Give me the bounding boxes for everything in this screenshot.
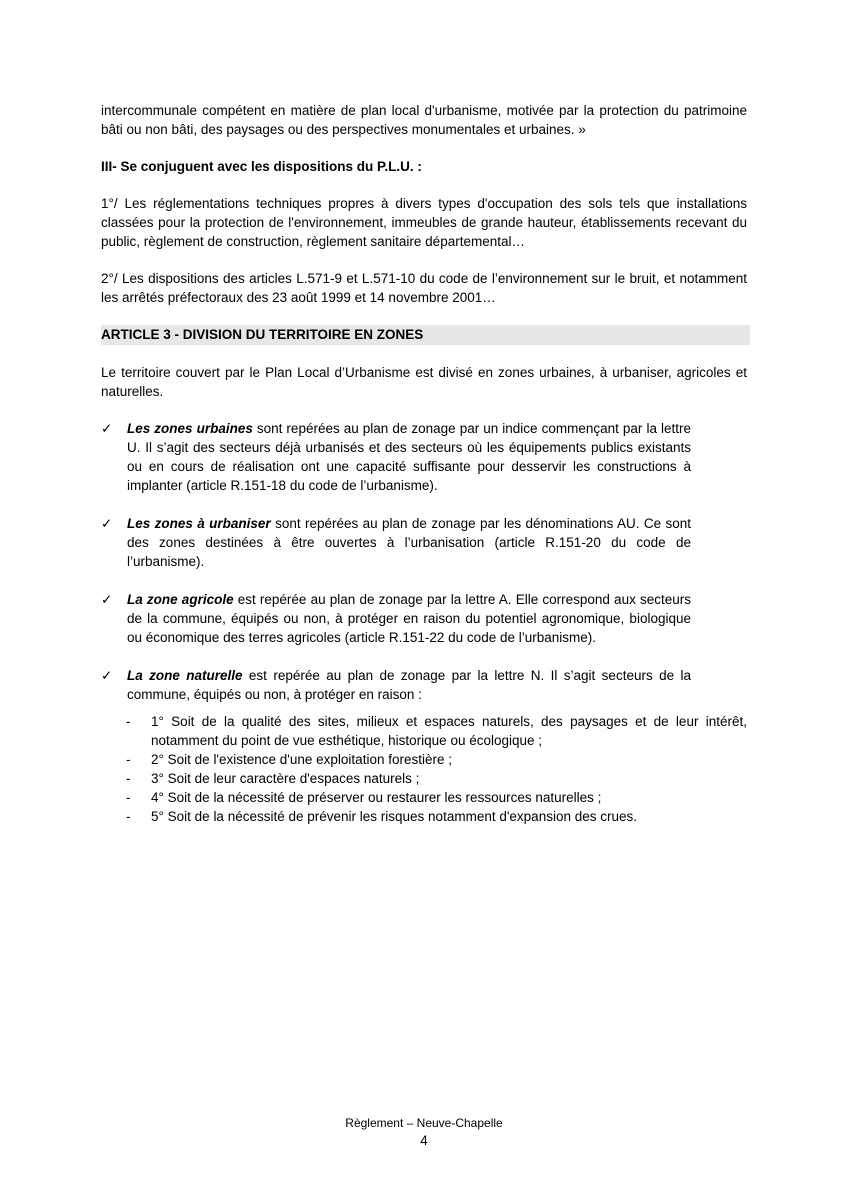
zone-text: sont repérées au plan de zonage par les dénominations AU. Ce sont des zones destinées à être ouvertes à l’urbanisation (article R.151-20 du code de l’urbanisme). — [127, 516, 691, 569]
article-heading: ARTICLE 3 - DIVISION DU TERRITOIRE EN ZONES — [101, 325, 750, 345]
checkmark-icon: ✓ — [101, 668, 113, 683]
zone-text: sont repérées au plan de zonage par un indice commençant par la lettre U. Il s’agit des secteurs déjà urbanisés et des secteurs où les équipements publics existants ou en cours de réalisation ont une capacité suffisante pour desservir les constructions à implanter (article R.151-18 du code de l’urbanisme). — [127, 421, 691, 493]
section-heading: III- Se conjuguent avec les dispositions du P.L.U. : — [101, 159, 422, 174]
zone-title: La zone agricole — [127, 592, 234, 607]
zone-title: Les zones à urbaniser — [127, 516, 271, 531]
zone-item-urbaines — [101, 419, 691, 495]
paragraph-1: 1°/ Les réglementations techniques propres à divers types d'occupation des sols tels que installations classées pour la protection de l'environnement, immeubles de grande hauteur, établissements recevant du public, règlement de construction, règlement sanitaire départemental… — [101, 196, 747, 249]
list-item: - 3° Soit de leur caractère d'espaces naturels ; — [126, 771, 420, 786]
checkmark-icon: ✓ — [101, 421, 113, 436]
zone-item-naturelle — [101, 666, 747, 826]
list-item: - 1° Soit de la qualité des sites, milieux et espaces naturels, des paysages et de leur intérêt, notamment du point de vue esthétique, historique ou écologique ; — [126, 714, 747, 748]
zone-text: est repérée au plan de zonage par la lettre N. Il s’agit secteurs de la commune, équipés ou non, à protéger en raison : — [127, 668, 691, 702]
zone-title: La zone naturelle — [127, 668, 243, 683]
paragraph-2: 2°/ Les dispositions des articles L.571-9 et L.571-10 du code de l’environnement sur le bruit, et notamment les arrêtés préfectoraux des 23 août 1999 et 14 novembre 2001… — [101, 271, 747, 305]
checkmark-icon: ✓ — [101, 592, 113, 607]
natural-zone-criteria-list — [101, 712, 747, 826]
page-number: 4 — [420, 1133, 428, 1148]
zone-text: est repérée au plan de zonage par la lettre A. Elle correspond aux secteurs de la commune, équipés ou non, à protéger en raison du potentiel agronomique, biologique ou économique des terres agricoles (article R.151-22 du code de l’urbanisme). — [127, 592, 692, 645]
footer-title: Règlement – Neuve-Chapelle — [345, 1116, 503, 1130]
list-item: - 4° Soit de la nécessité de préserver ou restaurer les ressources naturelles ; — [126, 790, 602, 805]
document-page — [101, 101, 747, 845]
list-item: - 5° Soit de la nécessité de prévenir les risques notamment d'expansion des crues. — [126, 809, 637, 824]
intro-paragraph: intercommunale compétent en matière de plan local d'urbanisme, motivée par la protection du patrimoine bâti ou non bâti, des paysages ou des perspectives monumentales et urbaines. » — [101, 103, 747, 137]
list-item: - 2° Soit de l'existence d'une exploitation forestière ; — [126, 752, 452, 767]
zone-title: Les zones urbaines — [127, 421, 253, 436]
zone-item-a-urbaniser — [101, 514, 691, 571]
page-footer — [0, 1114, 848, 1150]
zones-list — [101, 419, 747, 826]
checkmark-icon: ✓ — [101, 516, 113, 531]
article-intro: Le territoire couvert par le Plan Local d’Urbanisme est divisé en zones urbaines, à urbaniser, agricoles et naturelles. — [101, 365, 747, 399]
zone-item-agricole — [101, 590, 691, 647]
